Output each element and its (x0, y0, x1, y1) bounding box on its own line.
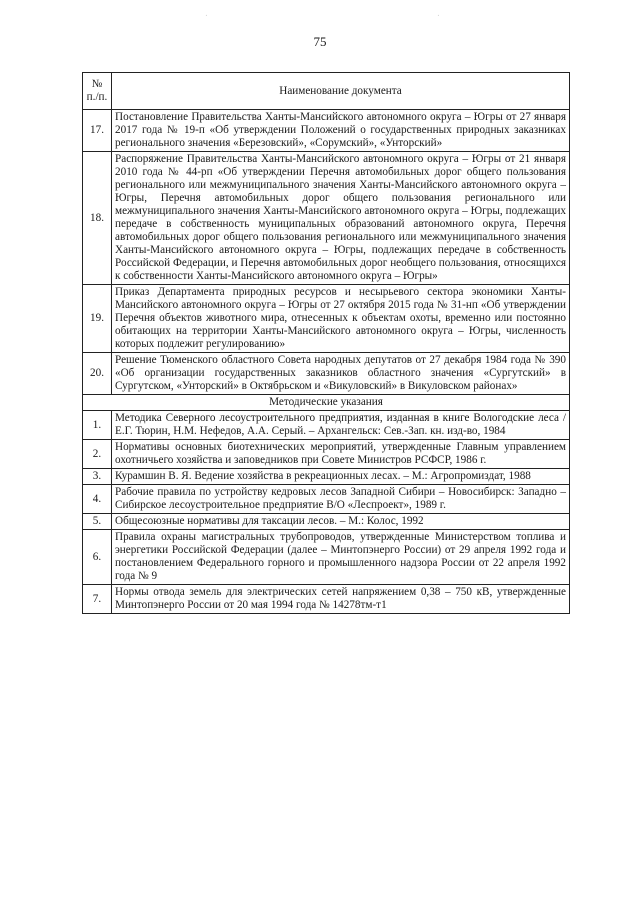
row-number: 4. (83, 485, 112, 514)
table-row (83, 585, 570, 614)
row-number: 3. (83, 469, 112, 485)
scan-mark: ˈ (437, 14, 440, 22)
row-text: Нормативы основных биотехнических мероприятий, утвержденные Главным управлением охотничьего хозяйства и заповедников при Совете Министров РСФСР, 1986 г. (112, 440, 570, 469)
row-text: Нормы отвода земель для электрических сетей напряжением 0,38 – 750 кВ, утвержденные Минтопэнерго России от 20 мая 1994 года № 14278тм-т1 (112, 585, 570, 614)
row-number: 6. (83, 530, 112, 585)
table-row (83, 152, 570, 285)
row-text: Приказ Департамента природных ресурсов и несырьевого сектора экономики Ханты-Мансийского автономного округа – Югры от 27 октября 2015 года № 31-нп «Об утверждении Перечня объектов животного мира, отнесенных к объектам охоты, временно или постоянно обитающих на территории Ханты-Мансийского автономного округа – Югры, численность которых подлежит регулированию» (112, 285, 570, 353)
table-row (83, 285, 570, 353)
table-row (83, 411, 570, 440)
row-text: Постановление Правительства Ханты-Мансийского автономного округа – Югры от 27 января 2017 года № 19-п «Об утверждении Положений о государственных природных заказниках регионального значения «Березовский», «Сорумский», «Унторский» (112, 110, 570, 152)
row-text: Распоряжение Правительства Ханты-Мансийского автономного округа – Югры от 21 января 2010 года № 44-рп «Об утверждении Перечня автомобильных дорог общего пользования регионального или межмуниципального значения Ханты-Мансийского автономного округа – Югры, Перечня автомобильных дорог общего пользования регионального или межмуниципального значения Ханты-Мансийского автономного округа – Югры, подлежащих передаче в собственность муниципальных образований автономного округа, Перечня автомобильных дорог общего пользования регионального или межмуниципального значения Ханты-Мансийского автономного округа – Югры, подлежащих передаче в собственность Российской Федерации, и Перечня автомобильных дорог необщего пользования, относящихся к собственности Ханты-Мансийского автономного округа – Югры» (112, 152, 570, 285)
document-table (82, 72, 570, 614)
row-text: Курамшин В. Я. Ведение хозяйства в рекреационных лесах. – М.: Агропромиздат, 1988 (112, 469, 570, 485)
table-row (83, 514, 570, 530)
row-number: 7. (83, 585, 112, 614)
row-text: Общесоюзные нормативы для таксации лесов. – М.: Колос, 1992 (112, 514, 570, 530)
section-header-row (83, 395, 570, 411)
row-number: 1. (83, 411, 112, 440)
table-row (83, 110, 570, 152)
header-number: № п./п. (83, 73, 112, 110)
header-title: Наименование документа (112, 73, 570, 110)
table-header-row (83, 73, 570, 110)
row-number: 18. (83, 152, 112, 285)
row-text: Рабочие правила по устройству кедровых лесов Западной Сибири – Новосибирск: Западно – Сибирское лесоустроительное предприятие В/О «Леспроект», 1989 г. (112, 485, 570, 514)
table-row (83, 469, 570, 485)
table-row (83, 485, 570, 514)
row-number: 17. (83, 110, 112, 152)
row-number: 20. (83, 353, 112, 395)
row-text: Решение Тюменского областного Совета народных депутатов от 27 декабря 1984 года № 390 «Об организации государственных заказников областного значения «Сургутский» в Сургутском, «Унторский» в Октябрьском и «Викуловский» в Викуловском районах» (112, 353, 570, 395)
table-row (83, 530, 570, 585)
scan-mark: ˈ (205, 14, 208, 22)
row-number: 5. (83, 514, 112, 530)
row-text: Правила охраны магистральных трубопроводов, утвержденные Министерством топлива и энергетики Российской Федерации (далее – Минтопэнерго России) от 29 апреля 1992 года и постановлением Федерального горного и промышленного надзора России от 22 апреля 1992 года № 9 (112, 530, 570, 585)
row-number: 2. (83, 440, 112, 469)
row-number: 19. (83, 285, 112, 353)
table-row (83, 440, 570, 469)
section-title: Методические указания (83, 395, 570, 411)
row-text: Методика Северного лесоустроительного предприятия, изданная в книге Вологодские леса / Е.Г. Тюрин, Н.М. Нефедов, А.А. Серый. – Архангельск: Сев.-Зап. кн. изд-во, 1984 (112, 411, 570, 440)
table-row (83, 353, 570, 395)
page-number: 75 (313, 34, 327, 49)
